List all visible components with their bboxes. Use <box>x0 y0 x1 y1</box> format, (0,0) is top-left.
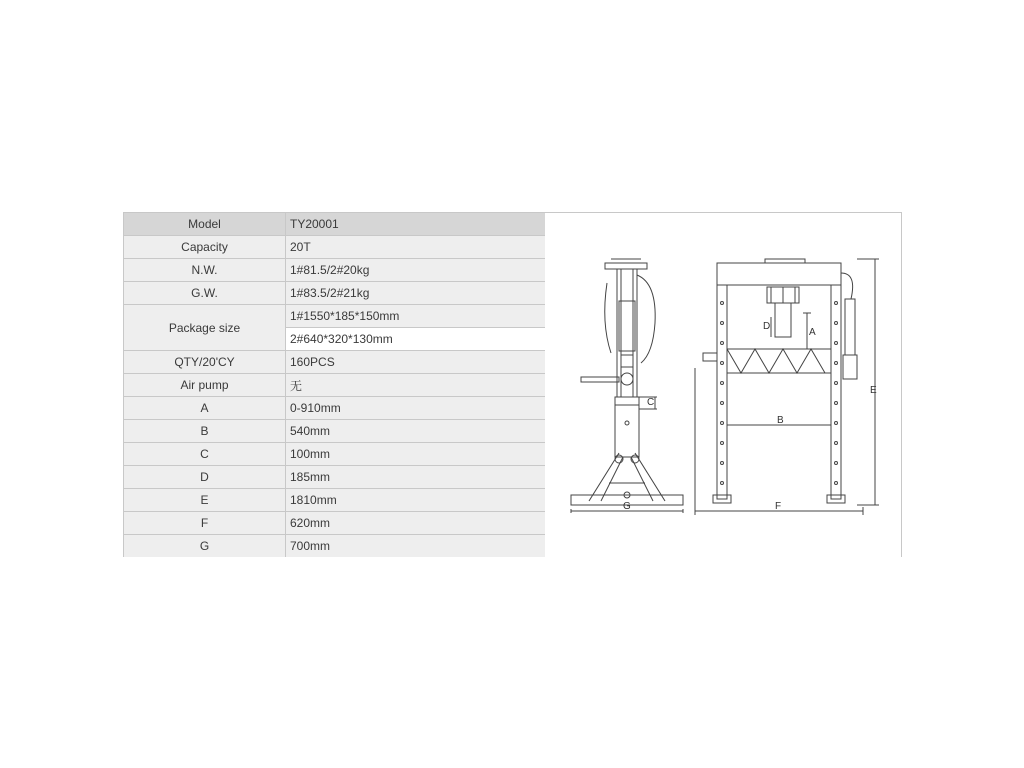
dimension-label-e: E <box>870 385 877 396</box>
row-value: 无 <box>286 374 546 397</box>
table-row <box>124 512 546 535</box>
row-value: 1#81.5/2#20kg <box>286 259 546 282</box>
row-value: 700mm <box>286 535 546 558</box>
row-value: 540mm <box>286 420 546 443</box>
spec-table <box>123 212 546 557</box>
press-drawing <box>545 213 901 557</box>
table-row <box>124 259 546 282</box>
row-label: F <box>124 512 286 535</box>
row-label: QTY/20'CY <box>124 351 286 374</box>
table-row <box>124 282 546 305</box>
table-row <box>124 489 546 512</box>
row-value: TY20001 <box>286 213 546 236</box>
row-label: B <box>124 420 286 443</box>
dimension-label-g: G <box>623 501 631 512</box>
dimension-label-d: D <box>763 321 771 332</box>
row-value: 100mm <box>286 443 546 466</box>
table-row <box>124 236 546 259</box>
row-label: Air pump <box>124 374 286 397</box>
row-value: 1#1550*185*150mm <box>286 305 546 328</box>
front-view <box>695 259 879 515</box>
row-label: Model <box>124 213 286 236</box>
row-value: 20T <box>286 236 546 259</box>
row-label: D <box>124 466 286 489</box>
row-label: E <box>124 489 286 512</box>
dimension-label-f: F <box>775 501 782 512</box>
table-row <box>124 420 546 443</box>
row-value: 2#640*320*130mm <box>286 328 546 351</box>
row-value: 1#83.5/2#21kg <box>286 282 546 305</box>
row-value: 0-910mm <box>286 397 546 420</box>
row-value: 620mm <box>286 512 546 535</box>
side-view <box>571 259 683 513</box>
row-label: C <box>124 443 286 466</box>
table-row <box>124 466 546 489</box>
row-label: Capacity <box>124 236 286 259</box>
row-label: N.W. <box>124 259 286 282</box>
table-row <box>124 397 546 420</box>
table-row <box>124 443 546 466</box>
row-value: 160PCS <box>286 351 546 374</box>
table-row-model <box>124 213 546 236</box>
row-value: 185mm <box>286 466 546 489</box>
table-row <box>124 305 546 328</box>
row-label: G.W. <box>124 282 286 305</box>
table-row <box>124 374 546 397</box>
row-label: A <box>124 397 286 420</box>
dimension-label-b: B <box>777 415 784 426</box>
row-label: G <box>124 535 286 558</box>
dimension-label-a: A <box>809 327 816 338</box>
table-row <box>124 535 546 558</box>
row-label: Package size <box>124 305 286 351</box>
dimension-label-c: C <box>647 397 655 408</box>
table-row <box>124 351 546 374</box>
row-value: 1810mm <box>286 489 546 512</box>
press-drawing-panel <box>545 212 902 557</box>
